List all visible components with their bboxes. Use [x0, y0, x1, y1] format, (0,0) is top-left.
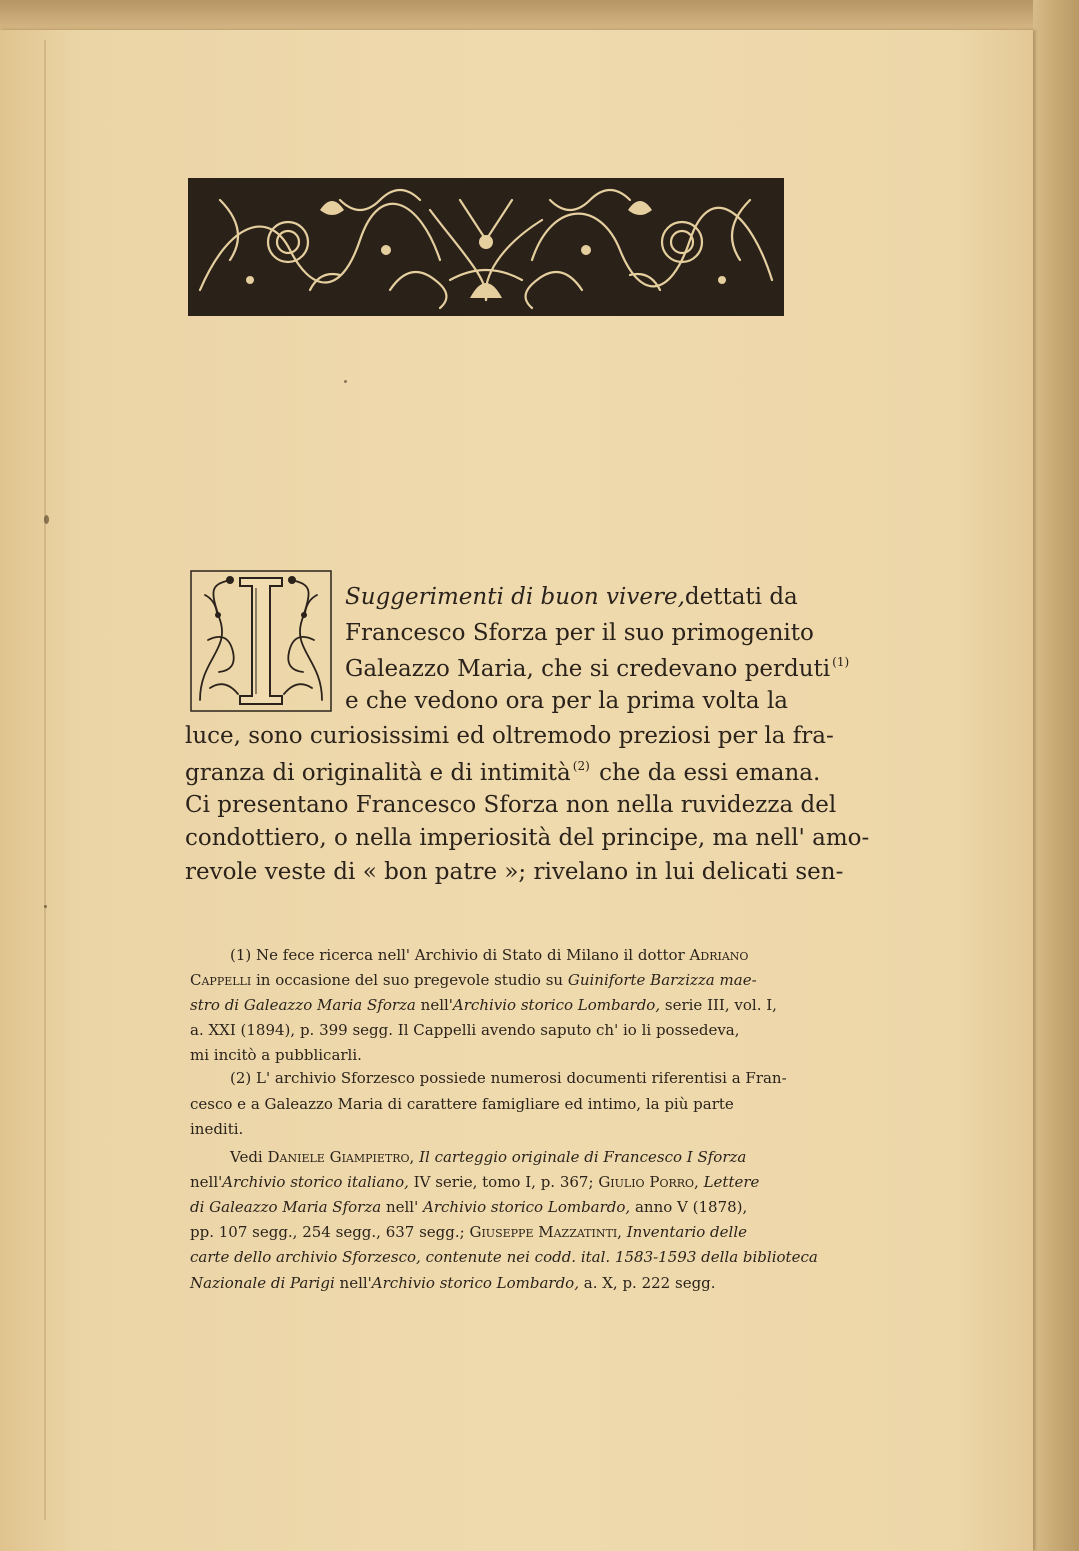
- note-marker: (2): [572, 759, 590, 773]
- text-line-2: Francesco Sforza per il suo primogenito: [345, 620, 814, 646]
- footnote-3-line-6: [190, 1276, 716, 1291]
- text-fragment: nell': [385, 1198, 419, 1216]
- work-title: Guiniforte Barzizza mae-: [567, 971, 757, 989]
- footnote-2-line-1: (2) L' archivio Sforzesco possiede numerosi documenti riferentisi a Fran-: [230, 1069, 787, 1087]
- text-fragment: dettati da: [684, 584, 798, 610]
- footnote-3-line-3: [190, 1200, 747, 1215]
- author-name: Cappelli: [190, 971, 252, 989]
- text-fragment: serie III, vol. I,: [664, 996, 777, 1014]
- ink-spot: [44, 515, 49, 524]
- text-fragment: nell': [190, 1173, 223, 1191]
- footnote-2-line-2: cesco e a Galeazzo Maria di carattere famigliare ed intimo, la più parte: [190, 1095, 734, 1113]
- footnote-1-line-4: a. XXI (1894), p. 399 segg. Il Cappelli avendo saputo ch' io li possedeva,: [190, 1021, 740, 1039]
- foliage-ornament-icon: [190, 180, 782, 314]
- footnote-3-line-5: carte dello archivio Sforzesco, contenute nei codd. ital. 1583-1593 della biblioteca: [190, 1248, 818, 1266]
- text-fragment: in occasione del suo pregevole studio su: [256, 971, 564, 989]
- work-title: Inventario delle: [626, 1223, 748, 1241]
- journal-title: Archivio storico Lombardo,: [423, 1198, 631, 1216]
- author-name: Adriano: [689, 946, 749, 964]
- note-marker: (1): [832, 655, 850, 669]
- page-fold-line: [44, 40, 46, 1520]
- text-line-1: [345, 584, 798, 610]
- ink-spot: [44, 905, 47, 908]
- work-title: Nazionale di Parigi: [190, 1274, 335, 1292]
- text-line-4: [345, 690, 795, 713]
- text-fragment: (1) Ne fece ricerca nell' Archivio di Stato di Milano il dottor: [230, 946, 685, 964]
- text-line-6: [185, 759, 821, 786]
- text-fragment: granza di originalità e di intimità: [185, 760, 571, 786]
- work-title: Il carteggio originale di Francesco I Sforza: [419, 1148, 747, 1166]
- work-title: stro di Galeazzo Maria Sforza: [190, 996, 416, 1014]
- ornamental-headpiece-icon: [188, 178, 784, 316]
- journal-title: Archivio storico italiano,: [222, 1173, 409, 1191]
- author-name: Giulio Porro,: [598, 1173, 699, 1191]
- text-fragment: nell': [339, 1274, 372, 1292]
- text-line-3: [345, 655, 850, 682]
- footnote-1-line-1: [230, 948, 748, 963]
- work-title: Suggerimenti di buon vivere,: [345, 584, 685, 610]
- footnote-1-line-2: [190, 973, 757, 988]
- text-line-9: revole veste di « bon patre »; rivelano in lui delicati sen-: [185, 859, 844, 885]
- work-title: di Galeazzo Maria Sforza: [190, 1198, 382, 1216]
- work-title: Lettere: [703, 1173, 760, 1191]
- journal-title: Archivio storico Lombardo,: [371, 1274, 579, 1292]
- text-fragment: Vedi: [230, 1148, 263, 1166]
- text-line-5: luce, sono curiosissimi ed oltremodo preziosi per la fra-: [185, 723, 834, 749]
- footnote-3-line-1: [230, 1150, 746, 1165]
- text-line-7: Ci presentano Francesco Sforza non nella ruvidezza del: [185, 792, 837, 818]
- right-page-edge: [1033, 0, 1079, 1551]
- footnote-1-line-5: mi incitò a pubblicarli.: [190, 1046, 362, 1064]
- text-fragment: nell': [420, 996, 453, 1014]
- initial-letter-I-icon: [190, 570, 332, 712]
- ink-spot: [344, 380, 347, 383]
- journal-title: Archivio storico Lombardo,: [452, 996, 661, 1014]
- text-fragment: a. X, p. 222 segg.: [583, 1274, 716, 1292]
- footnote-3-line-4: [190, 1225, 747, 1240]
- text-fragment: anno V (1878),: [634, 1198, 748, 1216]
- footnote-1-line-3: [190, 998, 777, 1013]
- footnote-2-line-3: inediti.: [190, 1120, 244, 1138]
- author-name: Daniele Giampietro,: [267, 1148, 415, 1166]
- decorated-initial-icon: [190, 570, 332, 712]
- text-fragment: Galeazzo Maria, che si credevano perduti: [345, 656, 831, 682]
- text-line-8: condottiero, o nella imperiosità del principe, ma nell' amo-: [185, 825, 870, 851]
- author-name: Giuseppe Mazzatinti,: [469, 1223, 622, 1241]
- text-fragment: pp. 107 segg., 254 segg., 637 segg.;: [190, 1223, 465, 1241]
- text-fragment: e che vedono ora per la prima volta la: [345, 688, 789, 714]
- text-fragment: che da essi emana.: [599, 760, 821, 786]
- text-fragment: IV serie, tomo I, p. 367;: [413, 1173, 594, 1191]
- footnote-3-line-2: [190, 1175, 759, 1190]
